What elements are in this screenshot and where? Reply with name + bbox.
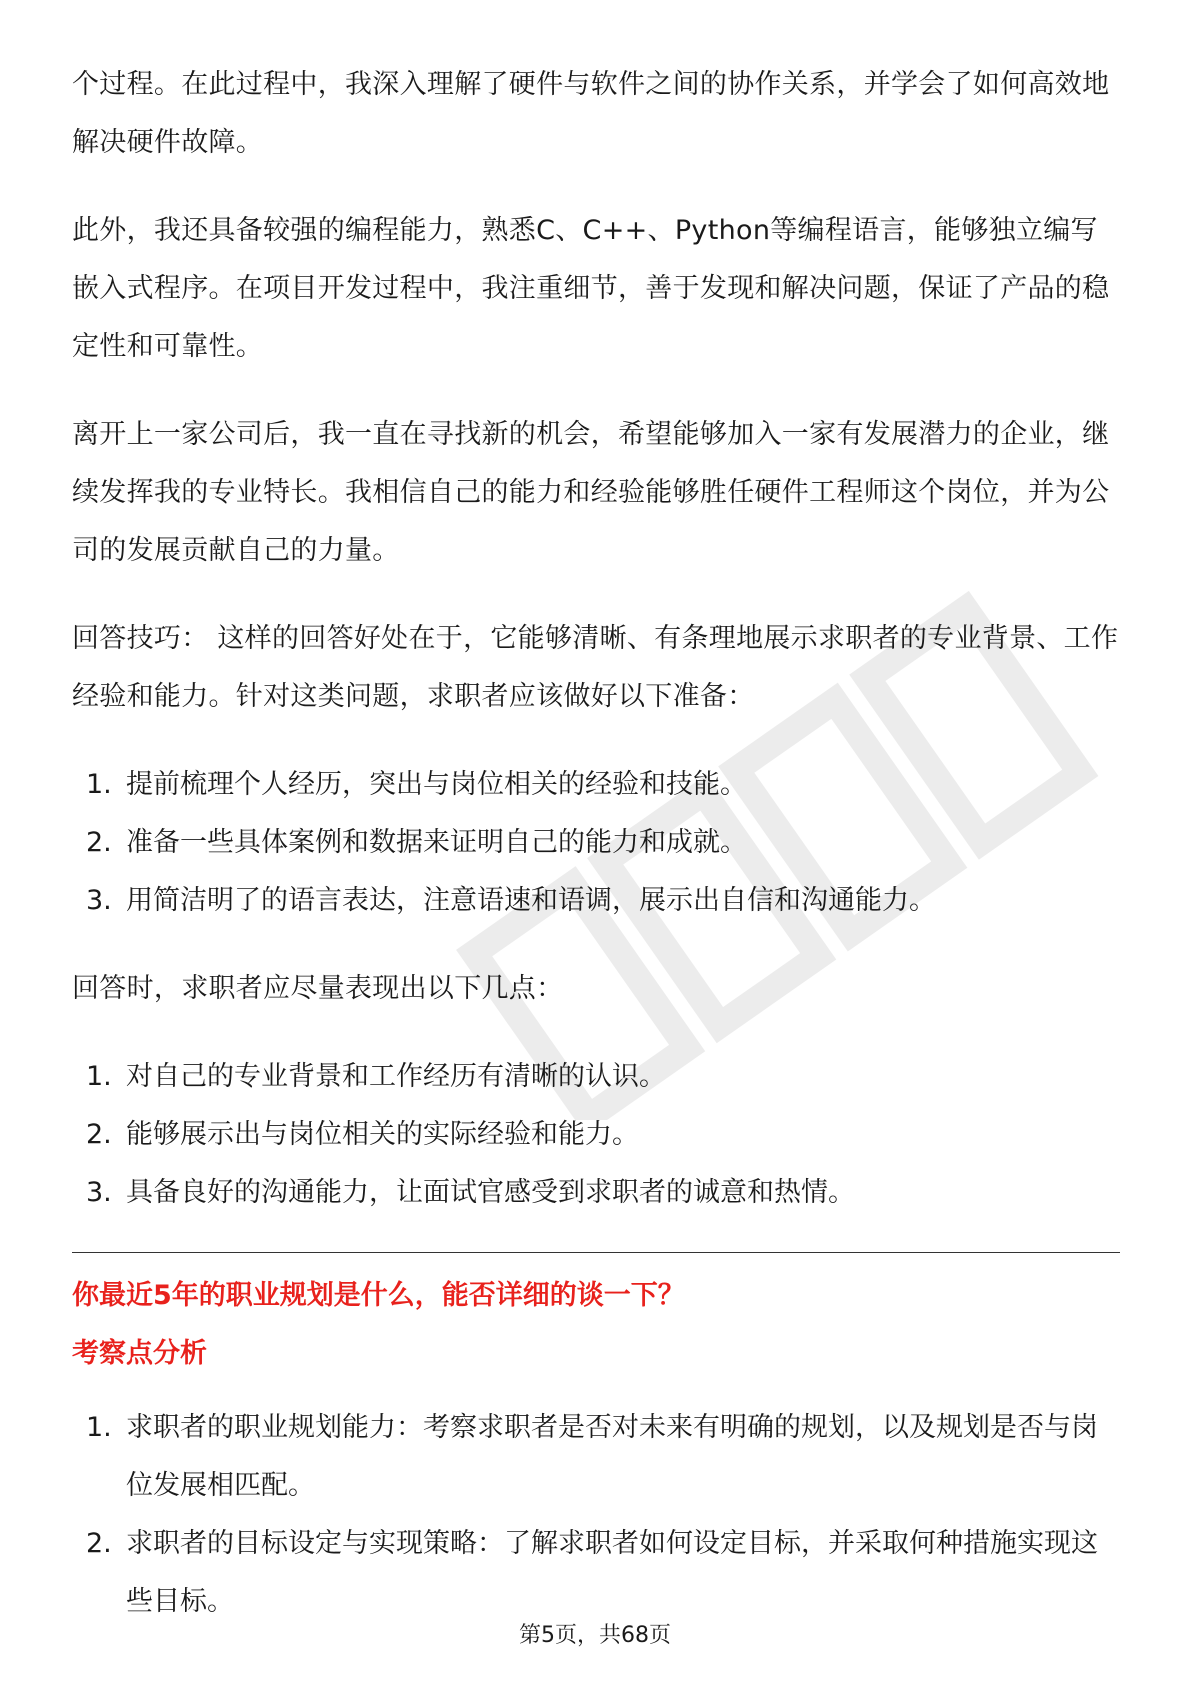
analysis-heading: 考察点分析 (72, 1338, 207, 1369)
paragraph-process: 个过程。在此过程中，我深入理解了硬件与软件之间的协作关系，并学会了如何高效地解决硬件故障。 (72, 69, 1110, 158)
page-content (72, 56, 1120, 1661)
section-divider (72, 1252, 1120, 1253)
list-item: 1. 求职者的职业规划能力：考察求职者是否对未来有明确的规划，以及规划是否与岗位发展相匹配。 (86, 1412, 1098, 1501)
analysis-list (72, 1399, 1120, 1631)
list-item: 1. 提前梳理个人经历，突出与岗位相关的经验和技能。 (86, 769, 747, 800)
list-item: 2. 能够展示出与岗位相关的实际经验和能力。 (86, 1119, 639, 1150)
list-item: 1. 对自己的专业背景和工作经历有清晰的认识。 (86, 1061, 666, 1092)
list-item: 3. 具备良好的沟通能力，让面试官感受到求职者的诚意和热情。 (86, 1177, 855, 1208)
paragraph-answer-intro: 回答时，求职者应尽量表现出以下几点： (72, 973, 564, 1004)
page-footer: 第5页，共68页 (519, 1623, 671, 1648)
list-item: 3. 用简洁明了的语言表达，注意语速和语调，展示出自信和沟通能力。 (86, 885, 936, 916)
prep-list (72, 756, 1120, 930)
paragraph-answer-tips: 回答技巧： 这样的回答好处在于，它能够清晰、有条理地展示求职者的专业背景、工作经验和能力。针对这类问题，求职者应该做好以下准备： (72, 623, 1119, 712)
list-item: 2. 求职者的目标设定与实现策略：了解求职者如何设定目标，并采取何种措施实现这些目标。 (86, 1528, 1098, 1617)
list-item: 2. 准备一些具体案例和数据来证明自己的能力和成就。 (86, 827, 747, 858)
paragraph-programming: 此外，我还具备较强的编程能力，熟悉C、C++、Python等编程语言，能够独立编写嵌入式程序。在项目开发过程中，我注重细节，善于发现和解决问题，保证了产品的稳定性和可靠性。 (72, 215, 1110, 362)
paragraph-job-search: 离开上一家公司后，我一直在寻找新的机会，希望能够加入一家有发展潜力的企业，继续发挥我的专业特长。我相信自己的能力和经验能够胜任硬件工程师这个岗位，并为公司的发展贡献自己的力量。 (72, 419, 1110, 566)
question-heading: 你最近5年的职业规划是什么，能否详细的谈一下？ (72, 1280, 685, 1311)
answer-list (72, 1048, 1120, 1222)
